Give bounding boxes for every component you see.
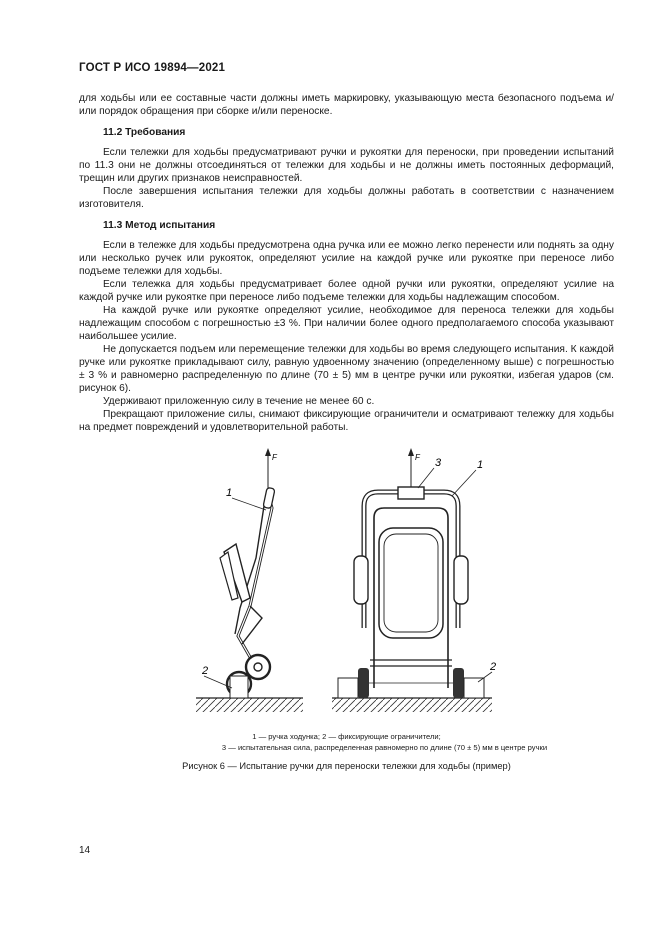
force-arrowhead-right: [408, 448, 414, 456]
walker-front-view: [332, 448, 496, 712]
paragraph: На каждой ручке или рукоятке определяют усилие, необходимое для переноса тележки для ходьбы надлежащим способом с погрешностью ±3 %. При наличии более одного предполагаемого способа указывают наибольшее усилие.: [79, 305, 614, 342]
paragraph: После завершения испытания тележки для ходьбы должны работать в соответствии с назначением изготовителя.: [79, 186, 614, 210]
callout-2-right: 2: [490, 661, 497, 673]
wheel-right-front: [453, 668, 464, 698]
intro-paragraph: для ходьбы или ее составные части должны иметь маркировку, указывающую места безопасного подъема и/или порядок обращения при сборке и/или переноске.: [79, 93, 614, 117]
callout-leader-2-right: [478, 672, 492, 682]
side-pad-left: [354, 556, 368, 604]
callout-3: 3: [435, 457, 442, 469]
force-label-right: F: [415, 453, 420, 462]
side-pad-right: [454, 556, 468, 604]
figure-caption: Рисунок 6 — Испытание ручки для переноски тележки для ходьбы (пример): [182, 761, 511, 771]
callout-leader-1-left: [232, 498, 266, 510]
force-arrowhead-left: [265, 448, 271, 456]
callout-1-right: 1: [477, 459, 484, 471]
seat-back-front: [379, 528, 443, 638]
page-number: 14: [79, 845, 91, 856]
paragraph: Если тележки для ходьбы предусматривают ручки и рукоятки для переноски, при проведении испытаний по 11.3 они не должны отсоединяться от тележки для ходьбы и не должны иметь постоянных деформаций, трещин или других признаков неисправностей.: [79, 147, 614, 184]
wheel-left-front: [358, 668, 369, 698]
paragraph: Прекращают приложение силы, снимают фиксирующие ограничители и осматривают тележку для ходьбы на предмет повреждений и удовлетворительной работы.: [79, 409, 614, 433]
ground-hatch-left: [196, 698, 303, 712]
restraint-block-left: [230, 676, 248, 698]
walker-handle-side: [263, 487, 275, 508]
section-11-3-title: 11.3 Метод испытания: [103, 220, 216, 231]
callout-leader-3: [418, 468, 434, 488]
restraint-block-right-b: [464, 678, 484, 698]
document-header: ГОСТ Р ИСО 19894—2021: [79, 62, 226, 74]
section-11-2-title: 11.2 Требования: [103, 127, 186, 138]
restraint-block-right-a: [338, 678, 358, 698]
figure-legend: [79, 731, 614, 753]
callout-2-left: 2: [202, 665, 209, 677]
legend-line-2: 3 — испытательная сила, распределенная равномерно по длине (70 ± 5) мм в центре ручки: [221, 743, 548, 752]
paragraph: Если тележка для ходьбы предусматривает более одной ручки или рукоятки, определяют усилие на каждой ручке или рукоятке при переносе либо подъеме тележки для ходьбы надлежащим способом.: [79, 279, 614, 303]
figure-6-drawing: [180, 448, 540, 718]
force-label-left: F: [272, 453, 277, 462]
paragraph: Если в тележке для ходьбы предусмотрена одна ручка или ее можно легко перенести или поднять за одну или несколько ручек или рукояток, определяют усилие на каждой ручке или рукоятке при переносе либо подъеме тележки для ходьбы.: [79, 240, 614, 277]
walker-side-view: [196, 448, 303, 712]
ground-hatch-right: [332, 698, 492, 712]
document-body: [79, 92, 614, 434]
test-force-pad: [398, 487, 424, 499]
paragraph: Не допускается подъем или перемещение тележки для ходьбы во время следующего испытания. К каждой ручке или рукоятке прикладывают силу, равную удвоенному значению (определенному выше) с погрешностью ± 3 % и равномерно распределенную по длине (70 ± 5) мм в центре ручки или рукоятки, избегая ударов (см. рисунок 6).: [79, 344, 614, 394]
callout-leader-1-right: [452, 470, 476, 496]
callout-1-left: 1: [226, 487, 233, 499]
legend-line-1: 1 — ручка ходунка; 2 — фиксирующие ограничители;: [252, 732, 441, 741]
paragraph: Удерживают приложенную силу в течение не менее 60 с.: [103, 396, 375, 407]
